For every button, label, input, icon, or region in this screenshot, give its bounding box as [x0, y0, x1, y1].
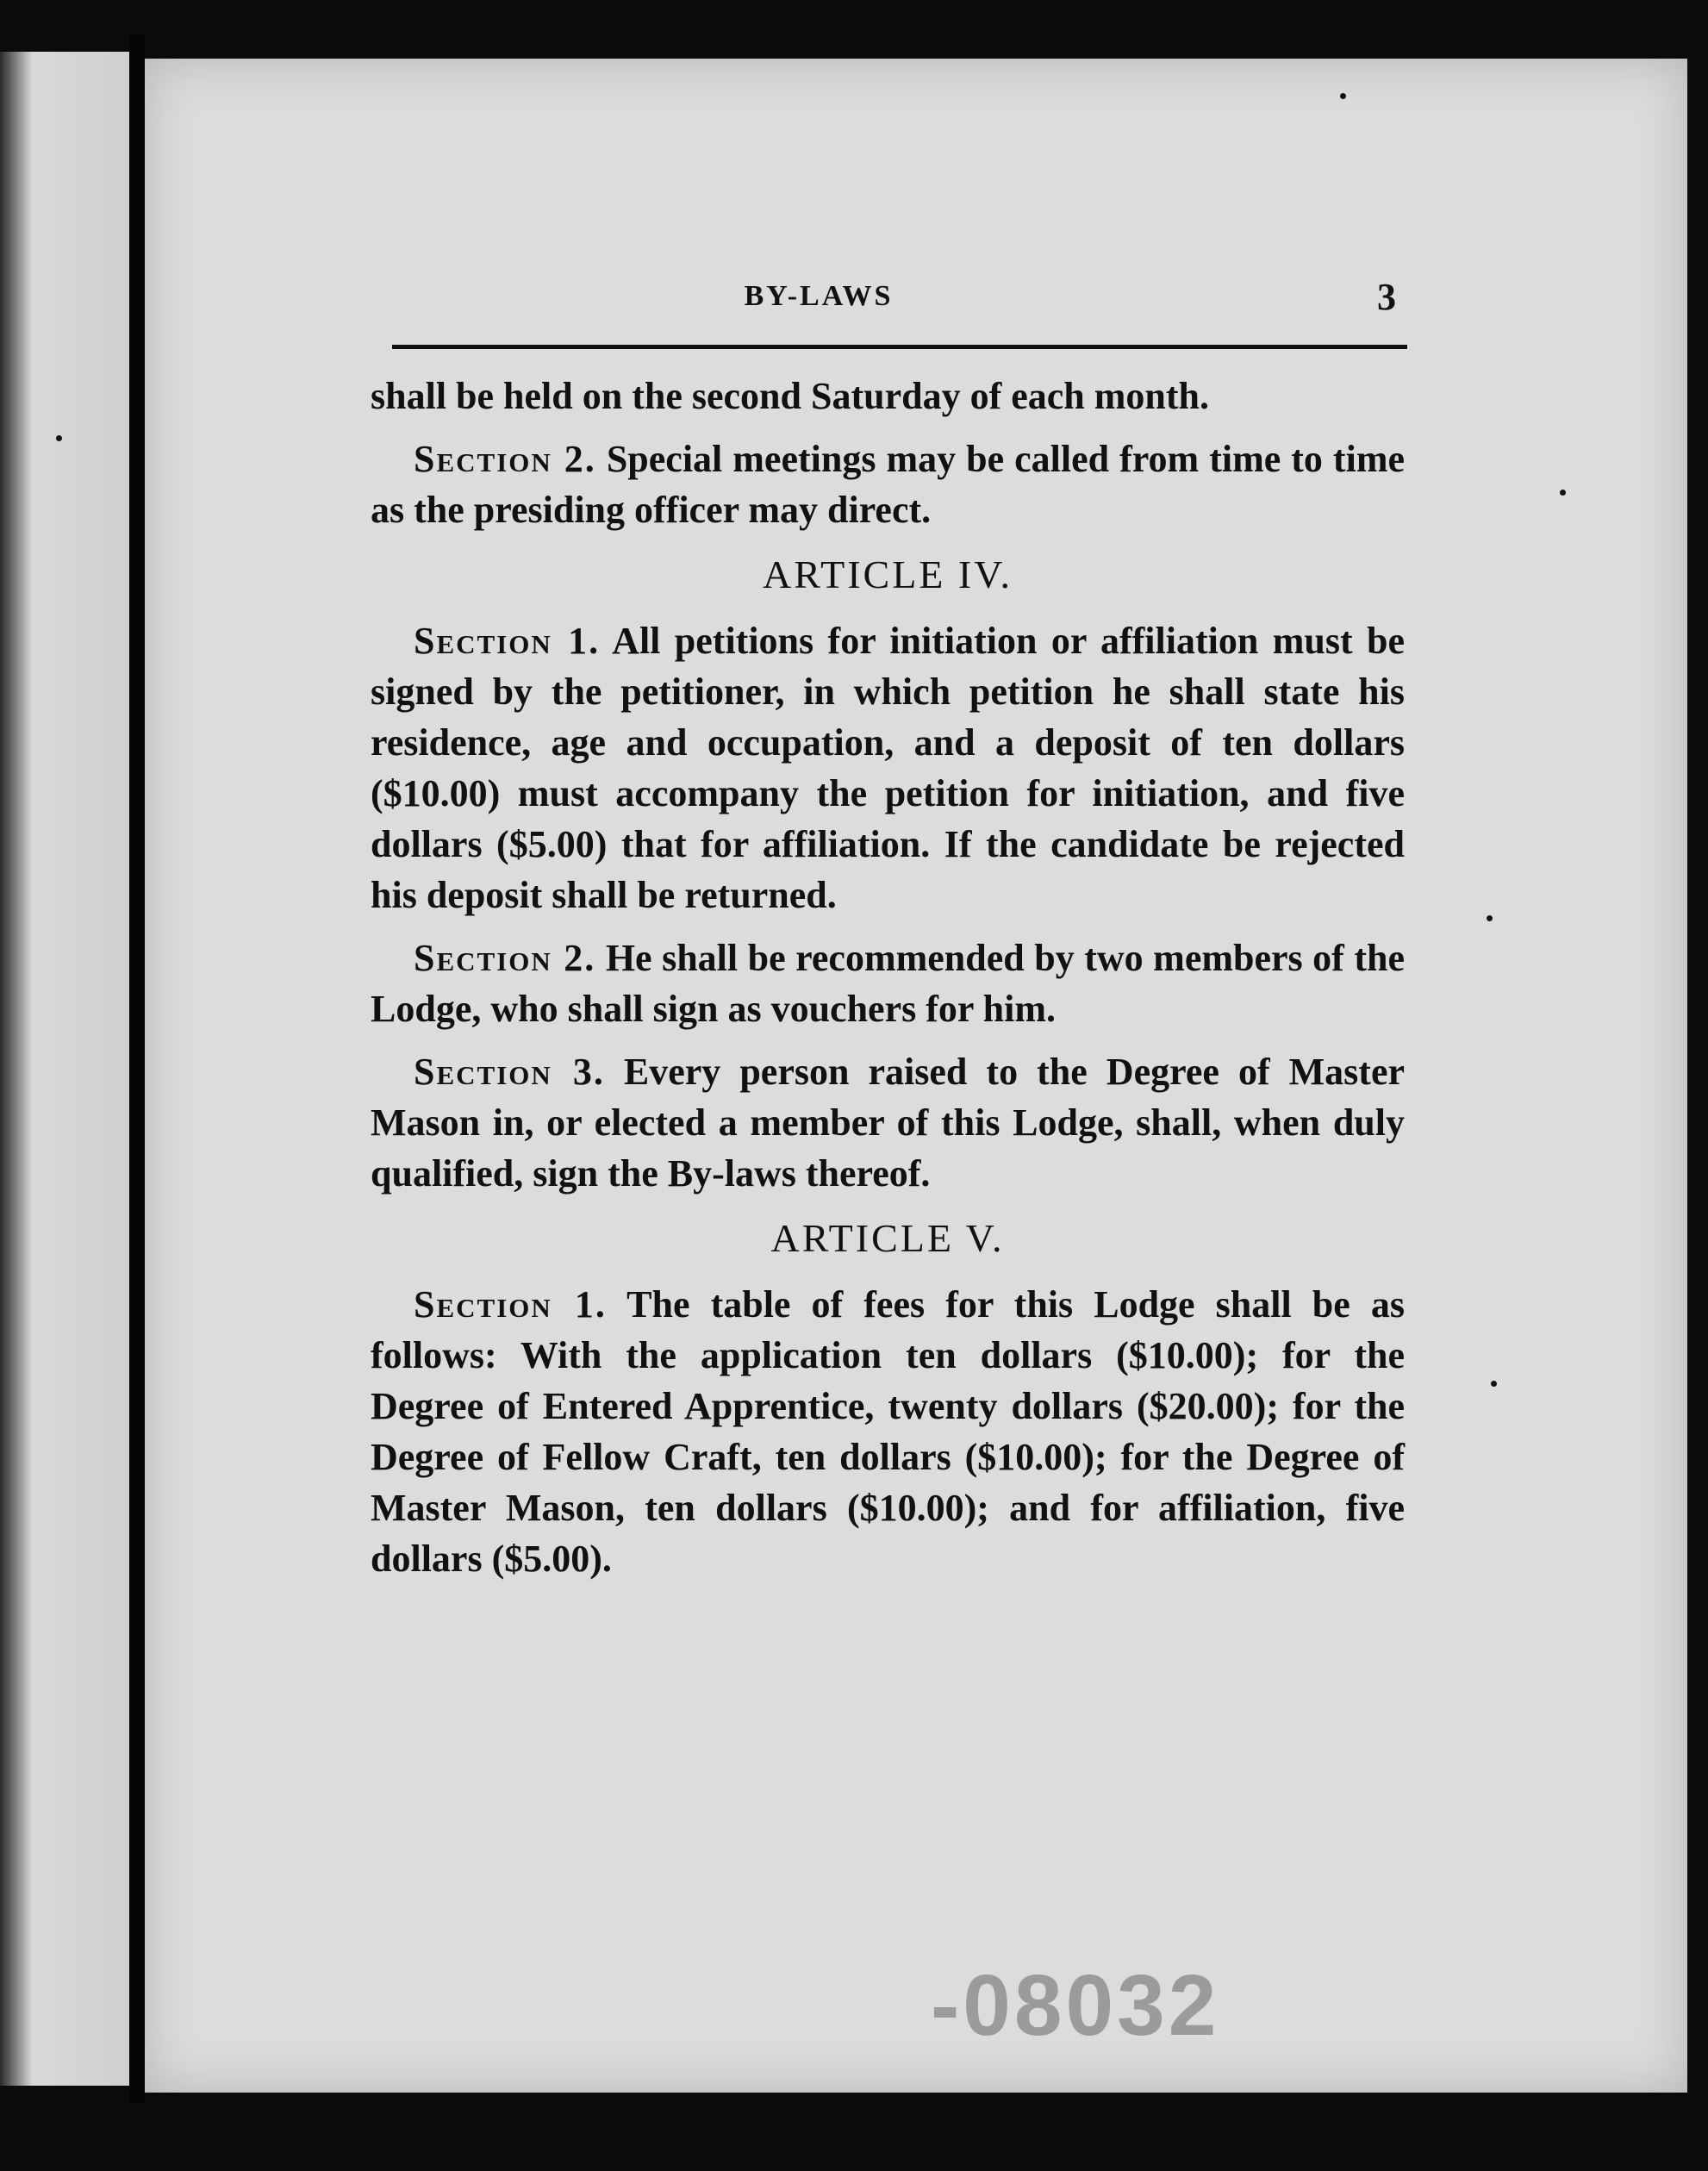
- article-4-section-3: [371, 1046, 1405, 1199]
- running-head: BY-LAWS: [744, 280, 894, 312]
- facing-page-edge: [0, 52, 129, 2086]
- article-4-section-2: [371, 933, 1405, 1034]
- article-5-section-1: [371, 1279, 1405, 1584]
- page-header: [241, 276, 1396, 332]
- article-4-heading: ARTICLE IV.: [762, 552, 1013, 596]
- page-number: 3: [1377, 276, 1396, 318]
- header-rule: [392, 345, 1407, 349]
- dust-speck: [1487, 915, 1493, 921]
- section-text: All petitions for initiation or affiliation must be signed by the petitioner, in which petition he shall state his residence, age and occupation, and a deposit of ten dollars ($10.00) must accompany the petition for initiation, and five dollars ($5.00) that for affiliation. If the candidate be rejected his deposit shall be returned.: [371, 620, 1406, 916]
- book-gutter: [129, 34, 145, 2103]
- section-label: Section 3.: [414, 1051, 605, 1093]
- section-label: Section 1.: [414, 1283, 607, 1326]
- dust-speck: [1491, 1381, 1497, 1387]
- dust-speck: [1340, 93, 1346, 99]
- section-text: He shall be recommended by two members of the Lodge, who shall sign as vouchers for him.: [371, 937, 1405, 1030]
- section-text: The table of fees for this Lodge shall be as follows: With the application ten dollars ($10.00); for the Degree of Entered Apprentice, twenty dollars ($20.00); for the Degree of Fellow Craft, ten dollars ($10.00); for the Degree of Master Mason, ten dollars ($10.00); and for affiliation, five dollars ($5.00).: [371, 1283, 1405, 1580]
- dust-speck: [1560, 490, 1566, 496]
- section-label: Section 2.: [414, 438, 596, 480]
- section-label: Section 2.: [414, 937, 596, 979]
- article-3-section-2: [371, 434, 1405, 535]
- dust-speck: [56, 435, 62, 441]
- section-label: Section 1.: [414, 620, 601, 662]
- faded-stamp-number: -08032: [931, 1957, 1220, 2054]
- article-5-heading: ARTICLE V.: [770, 1216, 1005, 1260]
- carryover-paragraph: shall be held on the second Saturday of each month.: [371, 375, 1210, 417]
- section-text: Every person raised to the Degree of Master Mason in, or elected a member of this Lodge, shall, when duly qualified, sign the By-laws thereof.: [371, 1051, 1406, 1195]
- article-4-section-1: [371, 615, 1405, 920]
- page-body: [371, 371, 1405, 1596]
- section-text: Special meetings may be called from time to time as the presiding officer may direct.: [371, 438, 1405, 531]
